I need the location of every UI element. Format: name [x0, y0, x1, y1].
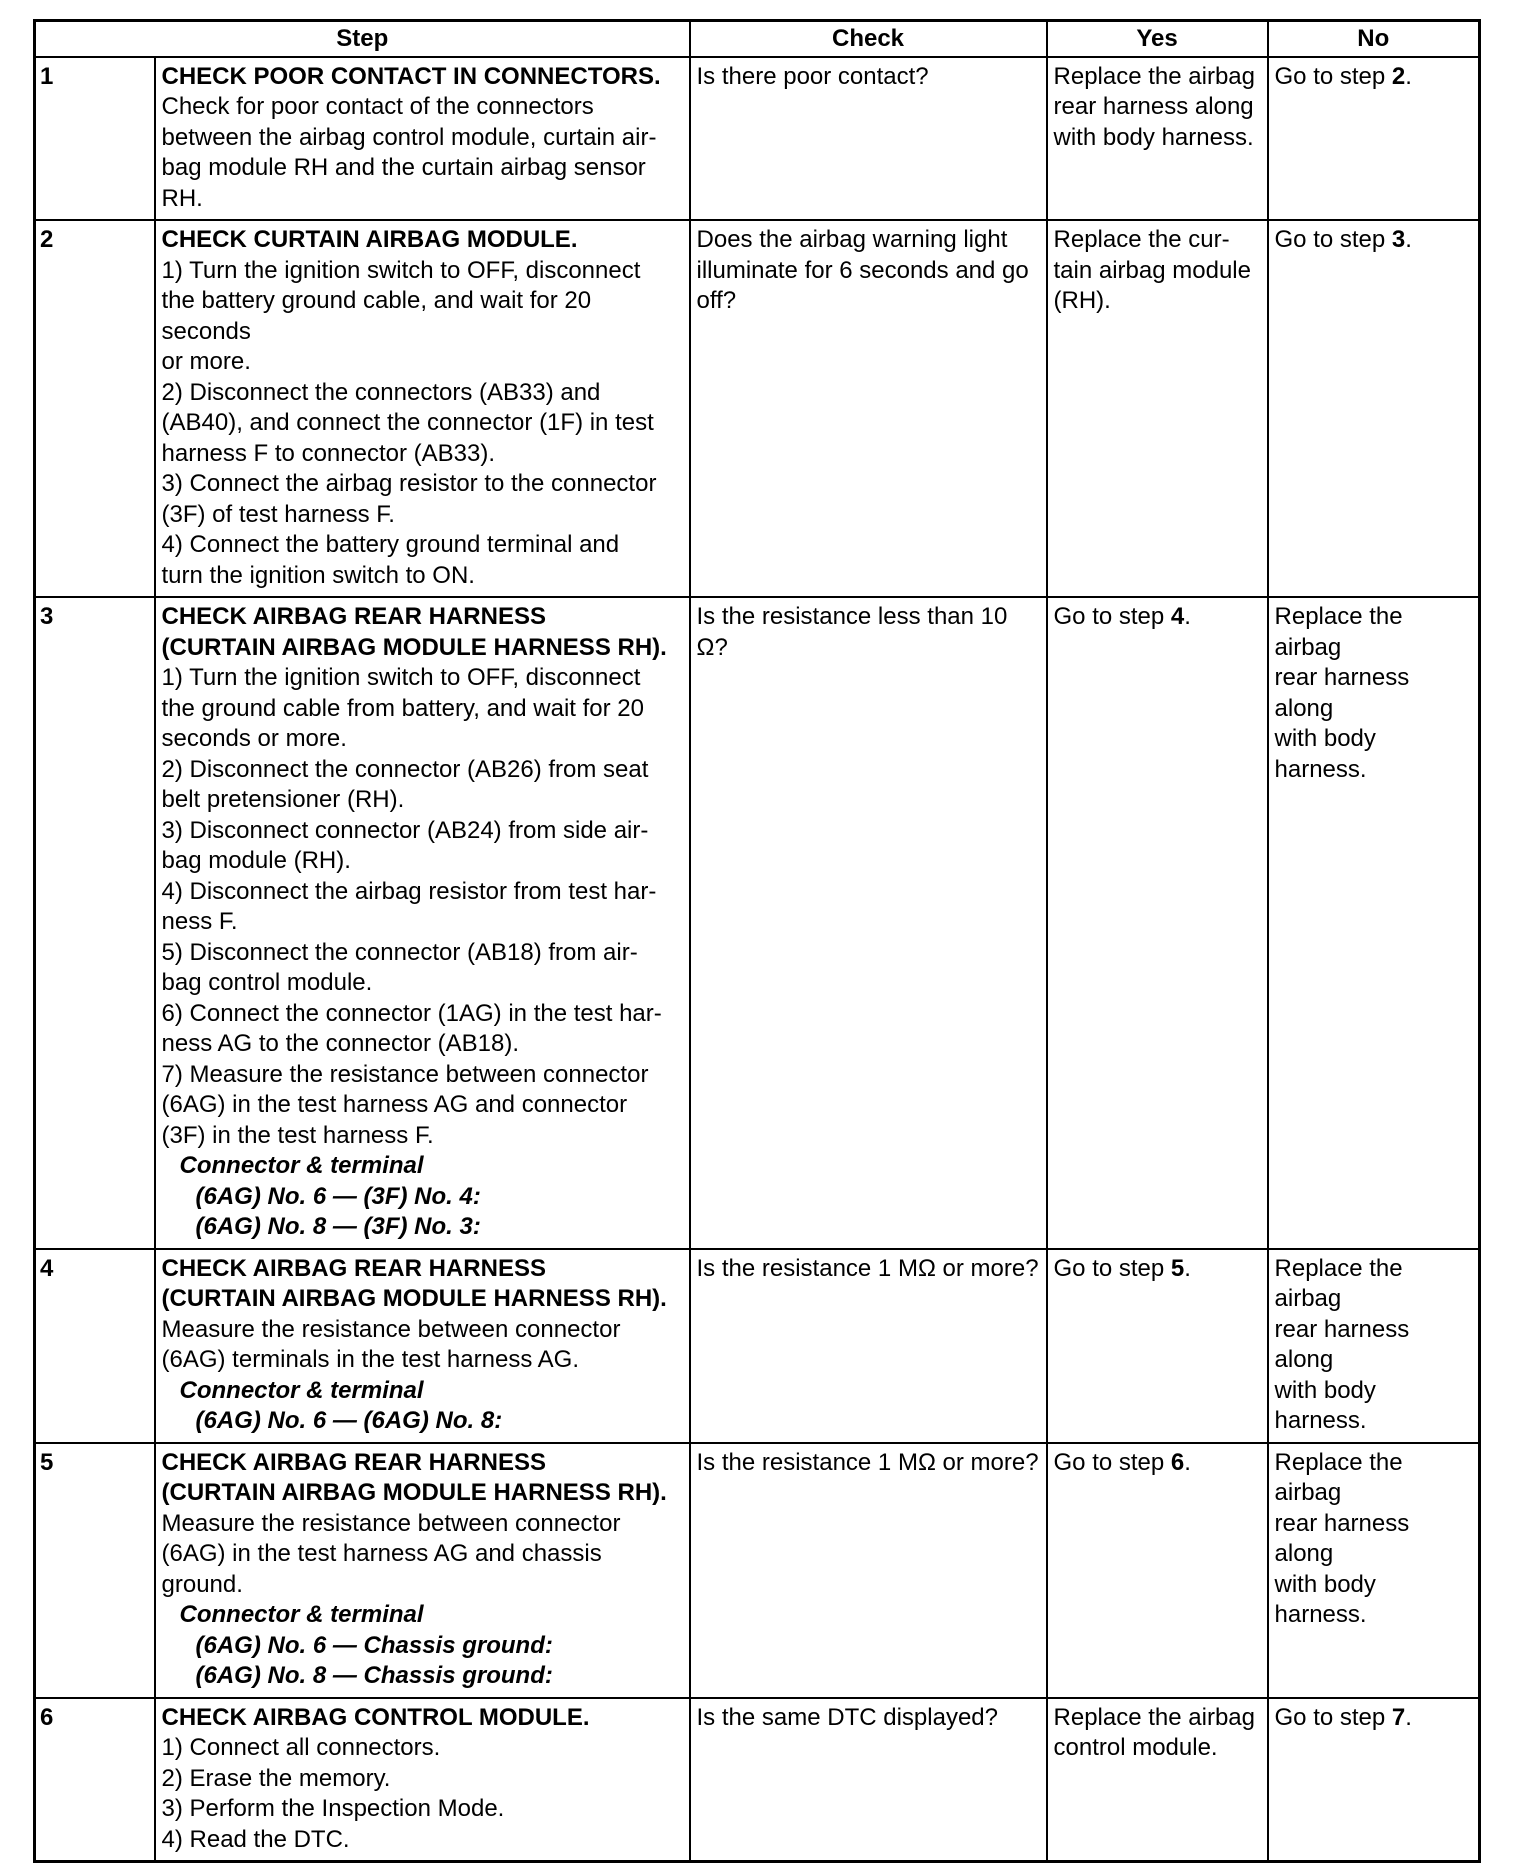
table-row [35, 1443, 1480, 1698]
check-cell [690, 57, 1047, 221]
no-cell [1268, 1698, 1480, 1862]
step-title: (CURTAIN AIRBAG MODULE HARNESS RH). [161, 633, 667, 661]
step-line: the battery ground cable, and wait for 20 seconds [161, 287, 592, 345]
connector-terminal-heading: Connector & terminal [179, 1152, 424, 1179]
check-cell [690, 1443, 1047, 1698]
connector-terminal-spec: (6AG) No. 8 — Chassis ground: [195, 1662, 553, 1689]
connector-terminal-spec: (6AG) No. 6 — (3F) No. 4: [195, 1182, 481, 1210]
step-title: (CURTAIN AIRBAG MODULE HARNESS RH). [161, 1285, 667, 1312]
step-line: 4) Connect the battery ground terminal and [161, 531, 620, 558]
no-line: rear harness along [1274, 664, 1410, 722]
goto-suffix: . [1184, 1448, 1191, 1476]
yes-line: tain airbag module [1053, 256, 1251, 284]
connector-terminal-heading: Connector & terminal [179, 1376, 424, 1404]
goto-step-number: 6 [1170, 1448, 1185, 1476]
step-line: (3F) in the test harness F. [161, 1121, 434, 1149]
check-line: Is the resistance 1 MΩ or more? [696, 1254, 1039, 1282]
header-yes: Yes [1047, 21, 1268, 57]
step-line: RH. [161, 184, 203, 212]
step-line: bag control module. [161, 969, 373, 996]
step-description [155, 1249, 690, 1443]
yes-line: Replace the airbag [1053, 1703, 1255, 1731]
step-line: seconds or more. [161, 725, 347, 752]
no-line: with body harness. [1274, 1570, 1376, 1628]
goto-step-number: 5 [1170, 1254, 1185, 1282]
step-title: CHECK AIRBAG REAR HARNESS [161, 1254, 546, 1282]
no-cell [1268, 1443, 1480, 1698]
yes-line: Replace the cur- [1053, 226, 1230, 253]
no-cell [1268, 1249, 1480, 1443]
step-number: 2 [35, 220, 155, 597]
step-line: Measure the resistance between connector [161, 1315, 621, 1343]
step-title: (CURTAIN AIRBAG MODULE HARNESS RH). [161, 1479, 667, 1506]
step-line: bag module RH and the curtain airbag sensor [161, 154, 646, 181]
step-line: 2) Erase the memory. [161, 1764, 391, 1792]
step-line: (6AG) in the test harness AG and connector [161, 1091, 628, 1118]
goto-prefix: Go to step [1053, 603, 1171, 630]
step-description [155, 597, 690, 1249]
step-line: 1) Turn the ignition switch to OFF, disconnect [161, 256, 641, 284]
yes-cell [1047, 597, 1268, 1249]
goto-suffix: . [1405, 1703, 1412, 1731]
step-line: 5) Disconnect the connector (AB18) from air- [161, 938, 638, 966]
check-cell [690, 1249, 1047, 1443]
step-description [155, 220, 690, 597]
no-line: Replace the airbag [1274, 1254, 1403, 1312]
check-line: Is the same DTC displayed? [696, 1703, 998, 1731]
check-line: Does the airbag warning light [696, 226, 1008, 253]
step-line: 3) Perform the Inspection Mode. [161, 1795, 505, 1822]
step-title: CHECK AIRBAG REAR HARNESS [161, 1448, 546, 1476]
step-line: (6AG) terminals in the test harness AG. [161, 1346, 580, 1373]
goto-suffix: . [1405, 62, 1412, 90]
yes-line: with body harness. [1053, 123, 1254, 151]
step-line: 3) Connect the airbag resistor to the connector [161, 470, 657, 497]
header-check: Check [690, 21, 1047, 57]
no-cell [1268, 57, 1480, 221]
step-line: 2) Disconnect the connector (AB26) from seat [161, 755, 649, 783]
check-line: Is the resistance 1 MΩ or more? [696, 1448, 1039, 1476]
step-line: the ground cable from battery, and wait for 20 [161, 694, 644, 722]
step-line: belt pretensioner (RH). [161, 786, 405, 813]
step-number: 3 [35, 597, 155, 1249]
header-no: No [1268, 21, 1480, 57]
step-line: (6AG) in the test harness AG and chassis [161, 1540, 602, 1567]
connector-terminal-heading: Connector & terminal [179, 1601, 424, 1628]
yes-cell [1047, 220, 1268, 597]
no-line: rear harness along [1274, 1315, 1410, 1373]
goto-suffix: . [1184, 603, 1191, 630]
step-number: 1 [35, 57, 155, 221]
check-cell [690, 220, 1047, 597]
no-line: with body harness. [1274, 725, 1376, 783]
goto-step-number: 3 [1391, 226, 1406, 253]
step-line: or more. [161, 348, 251, 375]
yes-line: Replace the airbag [1053, 62, 1255, 90]
yes-cell [1047, 57, 1268, 221]
step-line: ness AG to the connector (AB18). [161, 1030, 520, 1057]
check-line: Is the resistance less than 10 Ω? [696, 603, 1008, 661]
diagnostic-procedure-page [33, 19, 1478, 1863]
table-row [35, 57, 1480, 221]
step-line: 6) Connect the connector (1AG) in the test har- [161, 999, 662, 1027]
check-cell [690, 1698, 1047, 1862]
check-line: Is there poor contact? [696, 62, 929, 90]
step-description [155, 57, 690, 221]
step-line: 4) Read the DTC. [161, 1825, 350, 1853]
connector-terminal-spec: (6AG) No. 6 — Chassis ground: [195, 1631, 553, 1659]
check-line: off? [696, 287, 737, 314]
goto-prefix: Go to step [1053, 1254, 1171, 1282]
table-header-row [35, 21, 1480, 57]
check-cell [690, 597, 1047, 1249]
step-number: 6 [35, 1698, 155, 1862]
goto-suffix: . [1405, 226, 1412, 253]
table-row [35, 1249, 1480, 1443]
step-title: CHECK AIRBAG REAR HARNESS [161, 603, 546, 630]
connector-terminal-spec: (6AG) No. 8 — (3F) No. 3: [195, 1213, 481, 1240]
step-line: (3F) of test harness F. [161, 500, 395, 528]
step-line: ground. [161, 1570, 243, 1598]
yes-cell [1047, 1698, 1268, 1862]
check-line: illuminate for 6 seconds and go [696, 256, 1029, 284]
step-line: 3) Disconnect connector (AB24) from side air- [161, 816, 649, 844]
goto-prefix: Go to step [1274, 1703, 1392, 1731]
table-row [35, 1698, 1480, 1862]
step-line: 4) Disconnect the airbag resistor from test har- [161, 877, 657, 905]
step-line: 2) Disconnect the connectors (AB33) and [161, 378, 601, 406]
step-title: CHECK POOR CONTACT IN CONNECTORS. [161, 62, 661, 90]
yes-line: rear harness along [1053, 93, 1254, 120]
step-title: CHECK CURTAIN AIRBAG MODULE. [161, 226, 578, 253]
yes-cell [1047, 1443, 1268, 1698]
step-line: turn the ignition switch to ON. [161, 561, 475, 589]
goto-prefix: Go to step [1053, 1448, 1171, 1476]
step-description [155, 1443, 690, 1698]
diagnostic-table [33, 19, 1481, 1863]
no-cell [1268, 220, 1480, 597]
yes-cell [1047, 1249, 1268, 1443]
step-line: harness F to connector (AB33). [161, 439, 495, 467]
step-line: bag module (RH). [161, 847, 351, 874]
step-title: CHECK AIRBAG CONTROL MODULE. [161, 1703, 590, 1731]
step-line: 1) Connect all connectors. [161, 1734, 441, 1761]
step-line: ness F. [161, 908, 238, 935]
goto-suffix: . [1184, 1254, 1191, 1282]
step-number: 4 [35, 1249, 155, 1443]
step-line: between the airbag control module, curtain air- [161, 123, 657, 151]
goto-step-number: 2 [1391, 62, 1406, 90]
step-line: Check for poor contact of the connectors [161, 93, 594, 120]
step-line: 1) Turn the ignition switch to OFF, disconnect [161, 664, 641, 691]
no-cell [1268, 597, 1480, 1249]
step-number: 5 [35, 1443, 155, 1698]
goto-step-number: 7 [1391, 1703, 1406, 1731]
step-line: Measure the resistance between connector [161, 1509, 621, 1537]
step-description [155, 1698, 690, 1862]
table-row [35, 597, 1480, 1249]
connector-terminal-spec: (6AG) No. 6 — (6AG) No. 8: [195, 1407, 503, 1434]
header-step: Step [35, 21, 690, 57]
yes-line: (RH). [1053, 287, 1111, 314]
no-line: Replace the airbag [1274, 603, 1403, 661]
table-row [35, 220, 1480, 597]
goto-prefix: Go to step [1274, 62, 1392, 90]
no-line: Replace the airbag [1274, 1448, 1403, 1506]
no-line: with body harness. [1274, 1376, 1376, 1434]
goto-prefix: Go to step [1274, 226, 1392, 253]
no-line: rear harness along [1274, 1509, 1410, 1567]
goto-step-number: 4 [1170, 603, 1185, 630]
step-line: (AB40), and connect the connector (1F) in test [161, 409, 654, 436]
yes-line: control module. [1053, 1734, 1218, 1761]
step-line: 7) Measure the resistance between connector [161, 1060, 649, 1088]
